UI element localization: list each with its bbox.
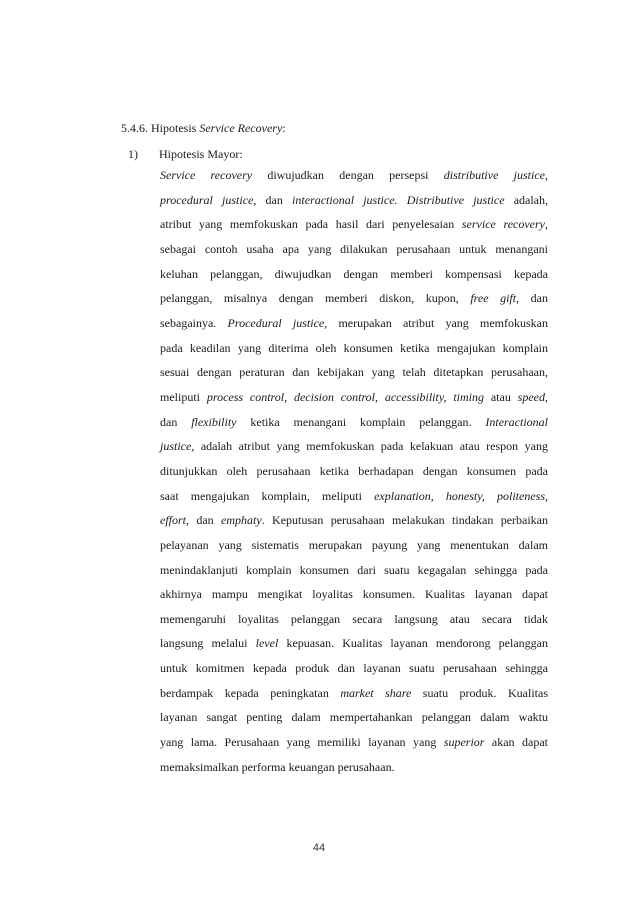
italic-text-segment: Procedural justice, — [227, 315, 328, 330]
text-segment: sesuai dengan peraturan dan kebijakan yang telah ditetapkan perusahaan, — [160, 365, 548, 380]
paragraph-line — [160, 681, 548, 706]
text-segment: pelayanan yang sistematis merupakan payung yang menentukan dalam — [160, 537, 548, 552]
italic-text-segment: service recovery — [461, 217, 545, 232]
text-segment: yang lama. Perusahaan yang memiliki layanan yang — [160, 735, 444, 750]
text-segment: diwujudkan dengan persepsi — [252, 168, 444, 182]
text-segment: merupakan atribut yang memfokuskan — [327, 315, 548, 330]
italic-text-segment: superior — [443, 735, 485, 750]
paragraph-line — [160, 730, 548, 755]
italic-text-segment: Interactional — [485, 414, 549, 429]
text-segment: . Keputusan perusahaan melakukan tindakan perbaikan — [261, 513, 548, 528]
text-segment: langsung melalui — [160, 636, 256, 651]
paragraph-line — [160, 163, 548, 188]
text-segment: pelanggan, misalnya dengan memberi diskon, kupon, — [160, 291, 471, 306]
paragraph-line — [160, 237, 548, 262]
paragraph-line — [160, 755, 548, 780]
text-segment: layanan sangat penting dalam mempertahankan pelanggan dalam waktu — [160, 710, 548, 725]
section-heading — [121, 120, 286, 136]
text-segment: , dan — [186, 513, 222, 528]
text-segment: ditunjukkan oleh perusahaan ketika berhadapan dengan konsumen pada — [160, 463, 548, 478]
text-segment: suatu produk. Kualitas — [411, 685, 548, 700]
text-segment: , — [545, 168, 548, 182]
italic-text-segment: process control, decision control, accessibility, timing — [206, 389, 484, 404]
text-segment: adalah, — [504, 192, 549, 207]
paragraph-line — [160, 558, 548, 583]
paragraph-line — [160, 360, 548, 385]
text-segment: akhirnya mampu mengikat loyalitas konsumen. Kualitas layanan dapat — [160, 587, 548, 602]
page-number: 44 — [312, 842, 326, 854]
italic-text-segment: flexibility — [191, 414, 237, 429]
paragraph-line — [160, 410, 548, 435]
text-segment: , dan — [253, 192, 293, 207]
text-segment: berdampak kepada peningkatan — [160, 685, 341, 700]
text-segment: memaksimalkan performa keuangan perusahaan. — [160, 759, 395, 774]
text-segment: untuk komitmen kepada produk dan layanan suatu perusahaan sehingga — [160, 661, 548, 676]
text-segment: keluhan pelanggan, diwujudkan dengan memberi kompensasi kepada — [160, 266, 548, 281]
text-segment: , — [545, 217, 548, 232]
italic-text-segment: procedural justice — [160, 192, 254, 207]
paragraph-line — [160, 656, 548, 681]
section-number: 5.4.6. — [121, 121, 148, 135]
text-segment: saat mengajukan komplain, meliputi — [160, 488, 375, 503]
italic-text-segment: level — [255, 636, 279, 651]
paragraph-line — [160, 385, 548, 410]
text-segment: dan — [160, 414, 192, 429]
paragraph-line — [160, 434, 548, 459]
paragraph-line — [160, 188, 548, 213]
italic-text-segment: market share — [340, 685, 412, 700]
text-segment: atribut yang memfokuskan pada hasil dari penyelesaian — [160, 217, 462, 232]
italic-text-segment: speed — [517, 389, 545, 404]
italic-text-segment: emphaty — [221, 513, 262, 528]
paragraph-line — [160, 311, 548, 336]
paragraph-line — [160, 631, 548, 656]
list-item-heading — [128, 146, 243, 162]
italic-text-segment: free gift — [470, 291, 517, 306]
text-segment: , — [545, 389, 548, 404]
paragraph-line — [160, 262, 548, 287]
list-item-title: Hipotesis Mayor: — [159, 147, 243, 161]
section-title-suffix: : — [282, 121, 286, 135]
paragraph-line — [160, 336, 548, 361]
italic-text-segment: Service recovery — [160, 168, 253, 182]
italic-text-segment: Distributive justice — [406, 192, 505, 207]
text-segment: pada keadilan yang diterima oleh konsumen ketika mengajukan komplain — [160, 340, 548, 355]
paragraph-line — [160, 459, 548, 484]
italic-text-segment: effort — [160, 513, 186, 528]
paragraph-body — [160, 163, 548, 779]
text-segment: atau — [484, 389, 518, 404]
paragraph-line — [160, 484, 548, 509]
text-segment: sebagai contoh usaha apa yang dilakukan perusahaan untuk menangani — [160, 241, 548, 256]
text-segment: meliputi — [160, 389, 207, 404]
text-segment — [398, 193, 407, 207]
paragraph-line — [160, 533, 548, 558]
text-segment: memengaruhi loyalitas pelanggan secara langsung atau secara tidak — [160, 611, 548, 626]
paragraph-line — [160, 705, 548, 730]
paragraph-line — [160, 212, 548, 237]
paragraph-line — [160, 607, 548, 632]
text-segment: , dan — [516, 291, 548, 306]
text-segment: akan dapat — [484, 735, 549, 750]
text-segment: sebagainya. — [160, 315, 228, 330]
paragraph-line — [160, 508, 548, 533]
italic-text-segment: interactional justice. — [292, 192, 398, 207]
text-segment: kepuasan. Kualitas layanan mendorong pelanggan — [278, 636, 548, 651]
text-segment: ketika menangani komplain pelanggan. — [236, 414, 486, 429]
italic-text-segment: distributive justice — [443, 168, 545, 182]
italic-text-segment: justice — [160, 439, 192, 454]
text-segment: menindaklanjuti komplain konsumen dari suatu kegagalan sehingga pada — [160, 562, 548, 577]
paragraph-line — [160, 582, 548, 607]
italic-text-segment: explanation, honesty, politeness, — [374, 488, 548, 503]
text-segment: , adalah atribut yang memfokuskan pada kelakuan atau respon yang — [191, 439, 548, 454]
list-item-number: 1) — [128, 147, 138, 161]
paragraph-line — [160, 286, 548, 311]
section-title-italic: Service Recovery — [199, 121, 283, 135]
section-title-plain: Hipotesis — [151, 121, 197, 135]
